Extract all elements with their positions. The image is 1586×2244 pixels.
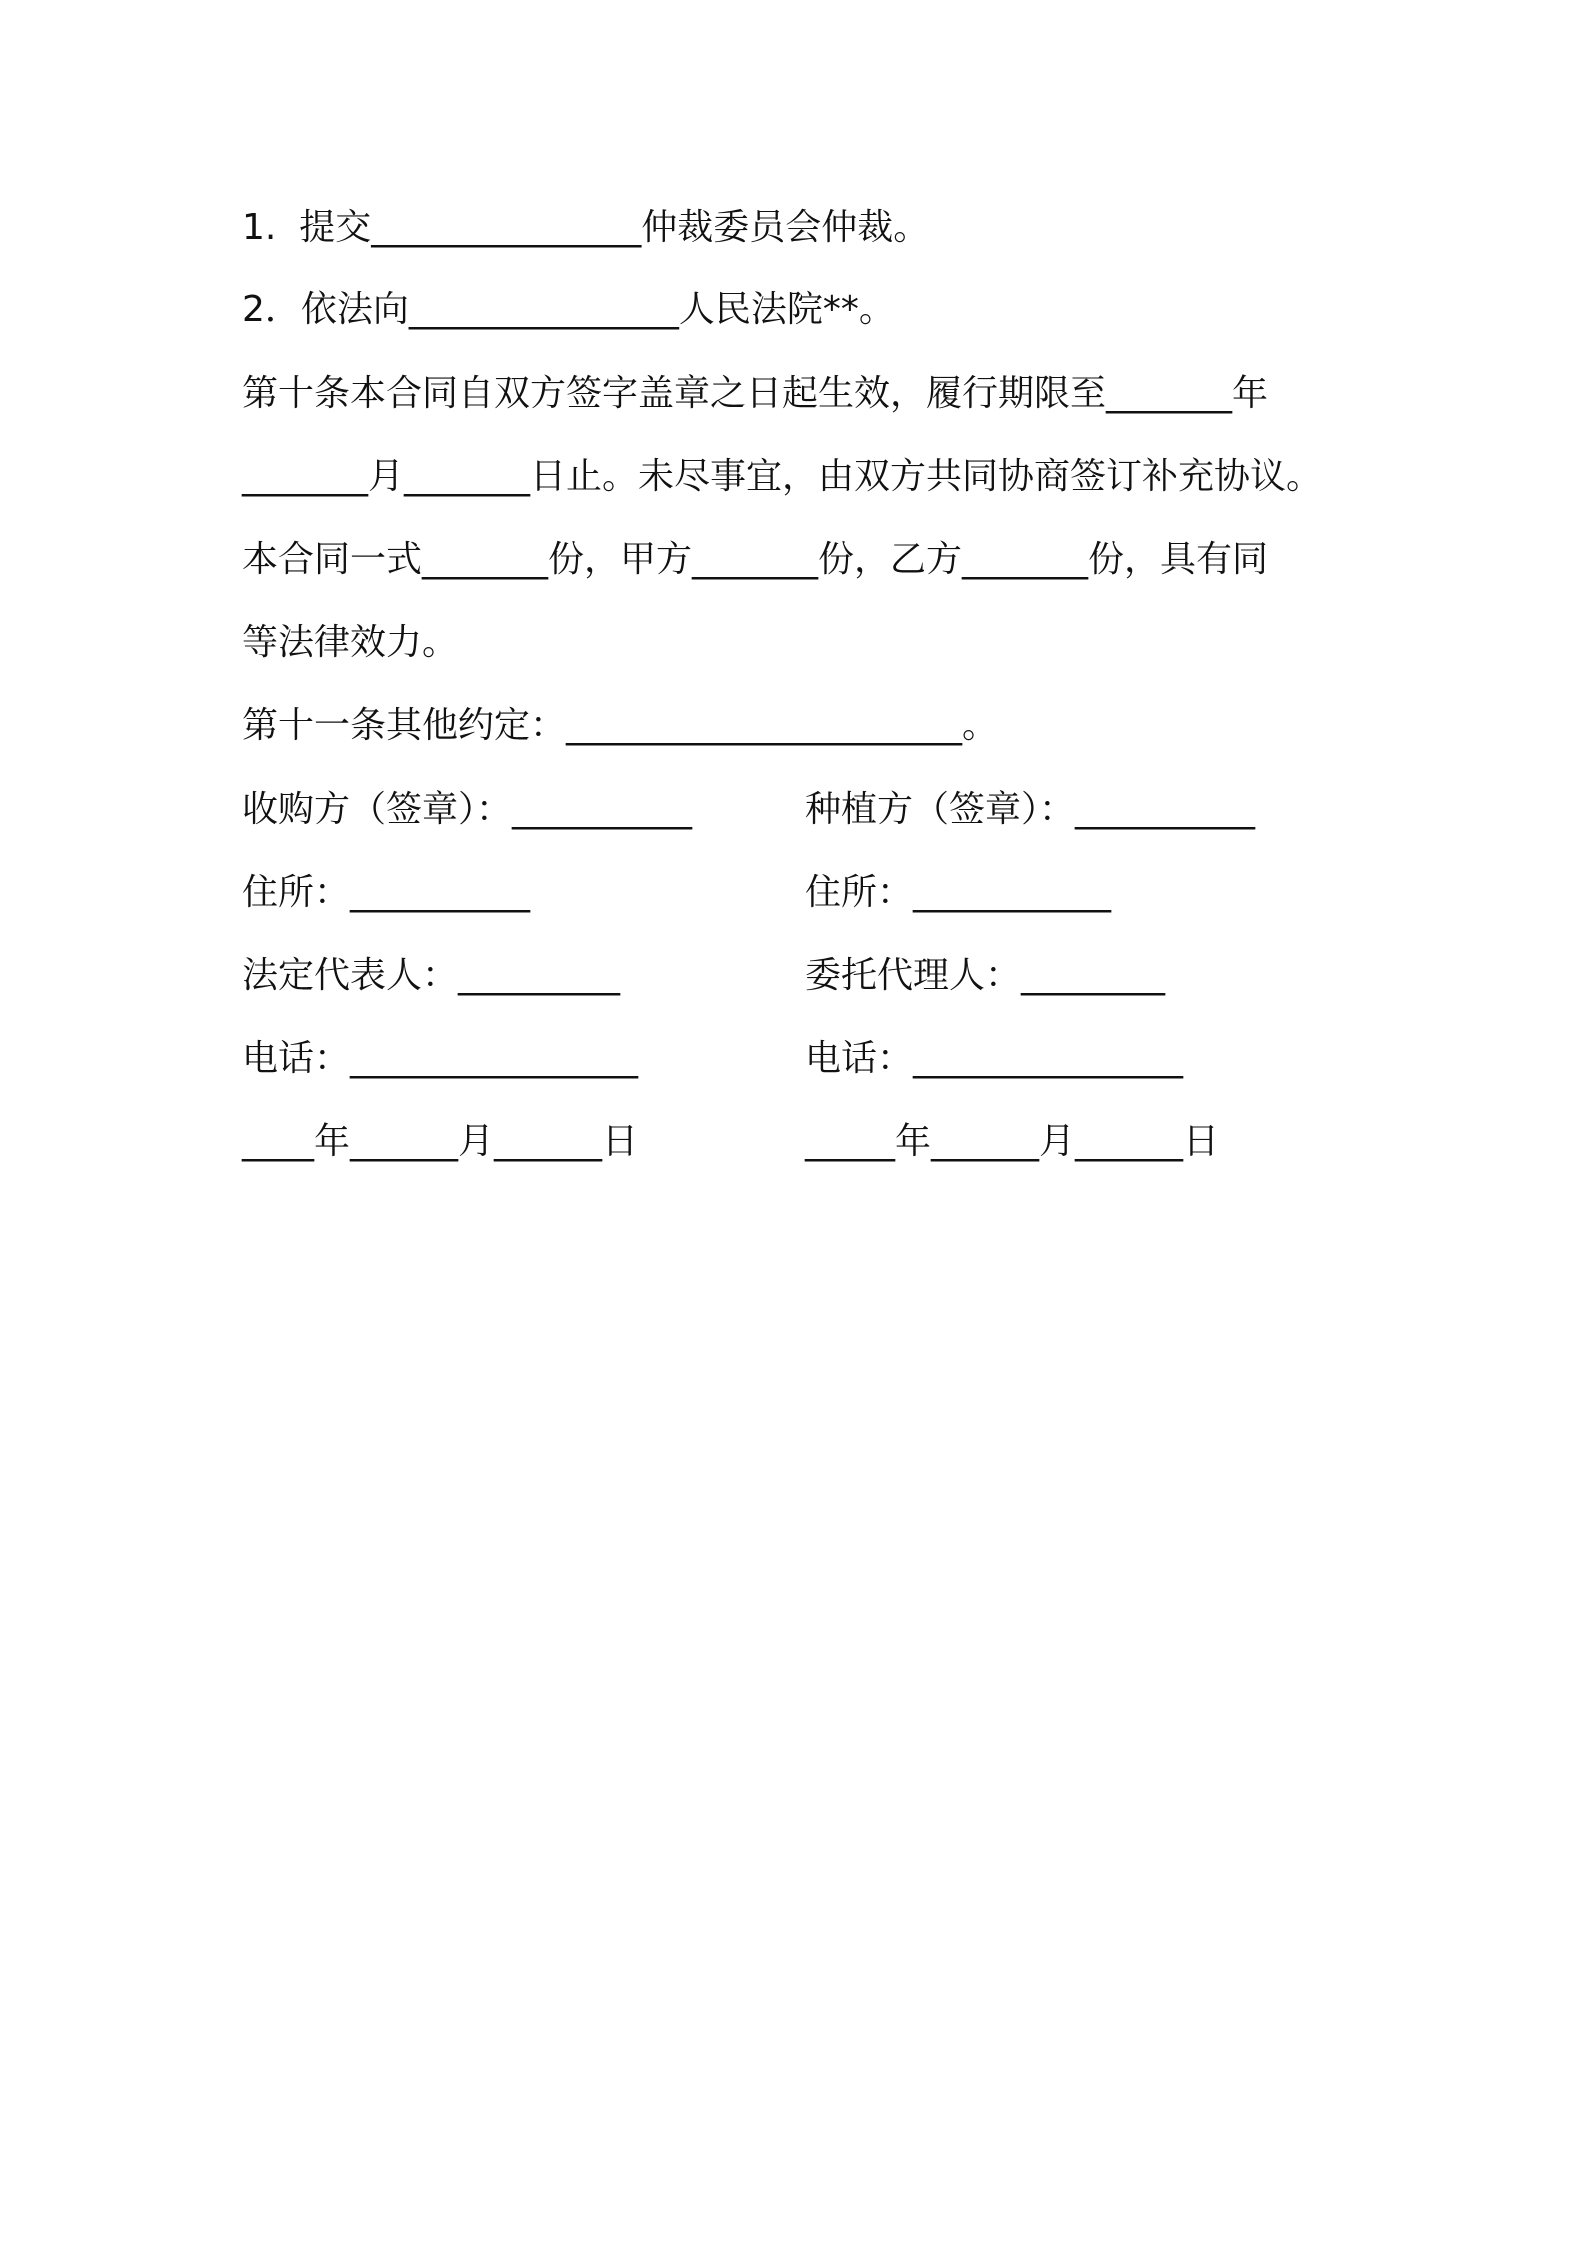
authorized-agent-line: 委托代理人：________ bbox=[805, 955, 1166, 996]
arbitration-clause-line: 1. 提交_______________仲裁委员会仲裁。 bbox=[242, 207, 930, 248]
article-ten-line-1: 第十条本合同自双方签字盖章之日起生效，履行期限至_______年 bbox=[242, 373, 1269, 414]
buyer-phone-line: 电话：________________ bbox=[242, 1038, 639, 1079]
buyer-signature-line: 收购方（签章）：__________ bbox=[242, 789, 693, 830]
article-ten-line-2: _______月_______日止。未尽事宜，由双方共同协商签订补充协议。 bbox=[242, 456, 1323, 497]
grower-address-line: 住所：___________ bbox=[805, 872, 1112, 913]
article-eleven-line: 第十一条其他约定：______________________。 bbox=[242, 705, 999, 746]
court-clause-line: 2．依法向_______________人民法院**。 bbox=[242, 289, 895, 330]
grower-signature-line: 种植方（签章）：__________ bbox=[805, 789, 1256, 830]
grower-date-line: _____年______月______日 bbox=[805, 1121, 1219, 1162]
copies-line-2: 等法律效力。 bbox=[242, 622, 459, 663]
copies-line-1: 本合同一式_______份，甲方_______份，乙方_______份，具有同 bbox=[242, 539, 1269, 580]
grower-phone-line: 电话：_______________ bbox=[805, 1038, 1184, 1079]
buyer-date-line: ____年______月______日 bbox=[242, 1121, 638, 1162]
buyer-address-line: 住所：__________ bbox=[242, 872, 531, 913]
legal-representative-line: 法定代表人：_________ bbox=[242, 955, 621, 996]
